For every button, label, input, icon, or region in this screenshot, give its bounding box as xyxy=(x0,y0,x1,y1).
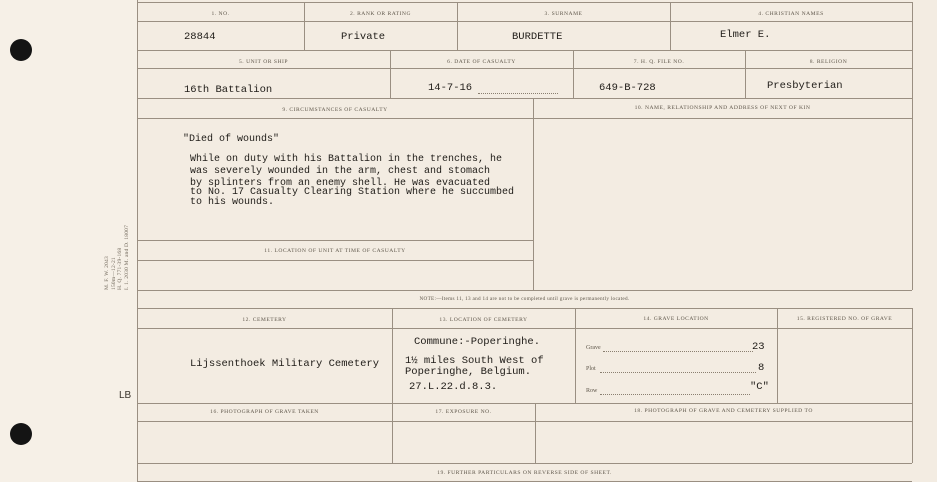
punch-hole-icon xyxy=(10,39,32,61)
header-cemetery-location: 13. LOCATION OF CEMETERY xyxy=(439,317,528,323)
punch-hole-icon xyxy=(10,423,32,445)
circumstance-line: to his wounds. xyxy=(190,197,275,208)
header-christian-names: 4. CHRISTIAN NAMES xyxy=(758,11,824,17)
map-reference: 27.L.22.d.8.3. xyxy=(409,381,498,393)
header-registered-no: 15. REGISTERED NO. OF GRAVE xyxy=(796,316,893,322)
service-number: 28844 xyxy=(184,31,216,43)
religion-value: Presbyterian xyxy=(767,80,843,92)
circumstance-line: by splinters from an enemy shell. He was evacuated xyxy=(190,178,491,189)
commune-value: Commune:-Poperinghe. xyxy=(414,336,541,348)
plot-label: Plot xyxy=(586,366,596,372)
row-label: Row xyxy=(586,388,598,394)
header-circumstances: 9. CIRCUMSTANCES OF CASUALTY xyxy=(282,107,388,113)
header-exposure-no: 17. EXPOSURE NO. xyxy=(435,409,492,415)
rank-value: Private xyxy=(341,31,386,43)
circumstance-line: to No. 17 Casualty Clearing Station where he succumbed xyxy=(190,187,515,198)
date-of-casualty-value: 14-7-16 xyxy=(428,82,473,94)
header-religion: 8. RELIGION xyxy=(809,59,848,65)
cemetery-value: Lijssenthoek Military Cemetery xyxy=(190,358,380,370)
printer-imprint: M. F. W. 2043 150m—12-21 H. Q. 771-39-168 I. 1. 2030 M. and D. 18007 xyxy=(104,224,130,290)
header-next-of-kin: 10. NAME, RELATIONSHIP AND ADDRESS OF NEXT OF KIN xyxy=(634,105,811,111)
cemetery-location-line: Poperinghe, Belgium. xyxy=(405,366,532,378)
grave-label: Grave xyxy=(586,345,601,351)
header-further-particulars: 19. FURTHER PARTICULARS ON REVERSE SIDE OF SHEET. xyxy=(437,470,612,476)
header-photograph-supplied: 18. PHOTOGRAPH OF GRAVE AND CEMETERY SUPPLIED TO xyxy=(634,408,813,414)
header-photograph-taken: 16. PHOTOGRAPH OF GRAVE TAKEN xyxy=(210,409,319,415)
row-value: "C" xyxy=(750,381,769,393)
cemetery-location-line: 1½ miles South West of xyxy=(405,355,544,367)
header-unit: 5. UNIT OR SHIP xyxy=(238,59,289,65)
header-unit-location: 11. LOCATION OF UNIT AT TIME OF CASUALTY xyxy=(264,248,406,254)
header-file-no: 7. H. Q. FILE NO. xyxy=(633,59,685,65)
header-rank: 2. RANK OR RATING xyxy=(349,11,412,17)
surname-value: BURDETTE xyxy=(512,31,563,43)
header-grave-location: 14. GRAVE LOCATION xyxy=(643,316,709,322)
header-date: 6. DATE OF CASUALTY xyxy=(447,59,516,65)
unit-value: 16th Battalion xyxy=(184,84,273,96)
grave-value: 23 xyxy=(752,341,765,353)
circumstance-line: was severely wounded in the arm, chest and stomach xyxy=(190,166,491,177)
christian-names-value: Elmer E. xyxy=(720,29,771,41)
circumstance-line: While on duty with his Battalion in the trenches, he xyxy=(190,154,503,165)
margin-mark: LB xyxy=(119,390,132,401)
file-no-value: 649-B-728 xyxy=(599,82,656,94)
header-number: 1. NO. xyxy=(211,11,230,17)
header-cemetery: 12. CEMETERY xyxy=(242,317,287,323)
plot-value: 8 xyxy=(758,362,765,374)
completion-note: NOTE:—Items 11, 13 and 14 are not to be completed until grave is permanently located. xyxy=(419,296,630,302)
circumstance-title: "Died of wounds" xyxy=(183,134,280,145)
header-surname: 3. SURNAME xyxy=(544,11,583,17)
